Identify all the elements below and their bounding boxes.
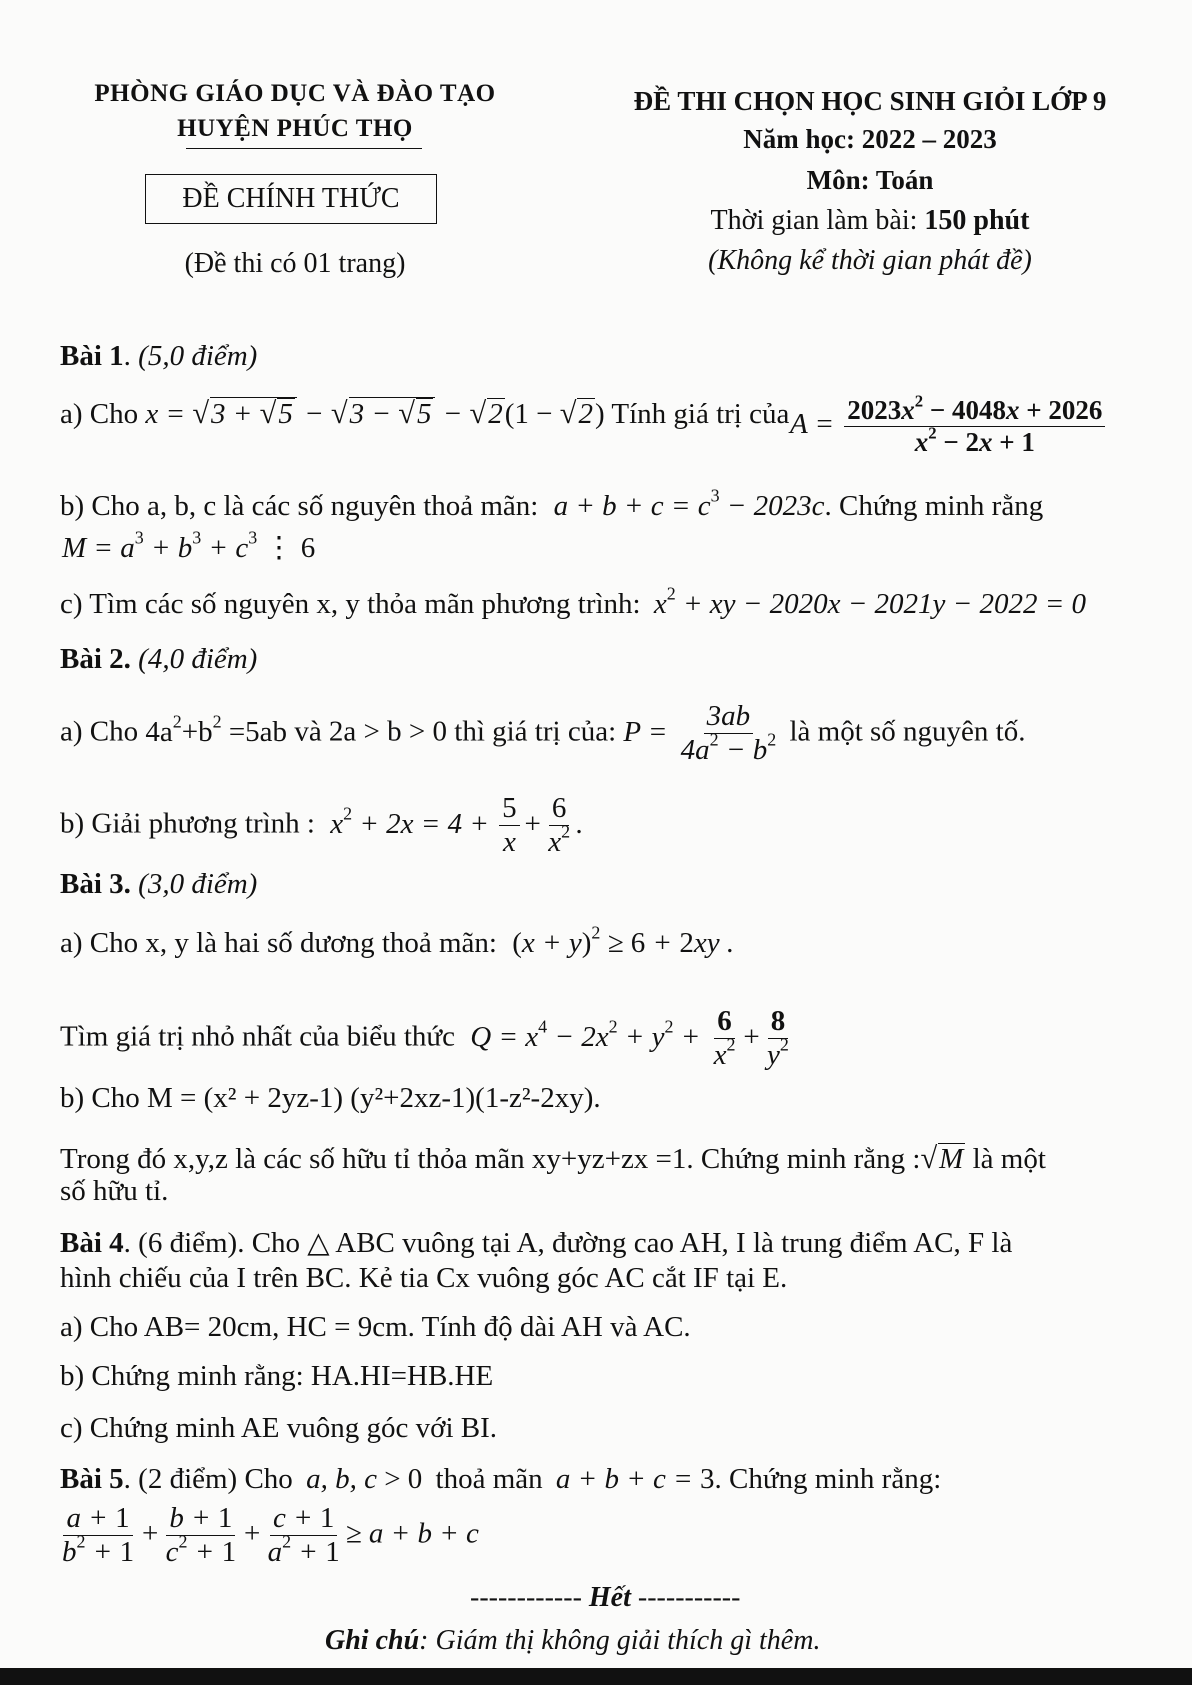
footer-note: Ghi chú: Giám thị không giải thích gì thêm. — [325, 1625, 821, 1656]
bai3-heading: Bài 3. (3,0 điểm) — [60, 868, 258, 900]
bai5-line1: Bài 5. (2 điểm) Cho a, b, c > 0 thoả mãn a + b + c = 3. Chứng minh rằng: — [60, 1463, 942, 1495]
bai2-heading: Bài 2. (4,0 điểm) — [60, 643, 258, 675]
bai3-b3: số hữu tỉ. — [60, 1175, 169, 1207]
bai3-b: b) Cho M = (x² + 2yz-1) (y²+2xz-1)(1-z²-2xy). — [60, 1082, 601, 1114]
bai2-a: a) Cho $4a^2+b^2 =5ab$ và 2a > b > 0 thì giá trị của: P = $\frac{3ab}{4a^2 - b^2}$ là một số nguyên tố. — [60, 700, 1026, 767]
district-name: HUYỆN PHÚC THỌ — [177, 115, 413, 142]
end-marker: ------------ Hết ----------- — [470, 1582, 741, 1613]
bai4-a: a) Cho AB= 20cm, HC = 9cm. Tính độ dài AH và AC. — [60, 1311, 691, 1343]
exam-time: Thời gian làm bài: 150 phút — [710, 205, 1030, 236]
exam-title: ĐỀ THI CHỌN HỌC SINH GIỎI LỚP 9 — [633, 86, 1107, 116]
school-year: Năm học: 2022 – 2023 — [743, 124, 997, 154]
bai2-b: b) Giải phương trình : $x^2 + 2x = 4$ + $\frac{5}{x}$ + $\frac{6}{x^2}$ . — [60, 792, 584, 859]
bai4-c: c) Chứng minh AE vuông góc với BI. — [60, 1412, 498, 1444]
bai3-a: a) Cho x, y là hai số dương thoả mãn: $(x + y)^2 \ge 6 + 2xy$ . — [60, 922, 735, 959]
bai5-inequality: $\frac{a + 1}{b^2 + 1}$ + $\frac{b + 1}{c^2 + 1}$ + $\frac{c + 1}{a^2 + 1}$ ≥ a + b + c — [62, 1502, 479, 1569]
pages-note: (Đề thi có 01 trang) — [184, 248, 406, 279]
bai4-line1: Bài 4. (6 điểm). Cho △ ABC vuông tại A, đường cao AH, I là trung điểm AC, F là — [60, 1227, 1013, 1259]
a-fraction: A = $\frac{2023x^2 - 4048x + 2026}{x^2 - 2x + 1}$ — [790, 395, 1108, 458]
official-exam-box — [145, 174, 437, 224]
bai1-heading: Bài 1. (5,0 điểm) — [60, 340, 258, 372]
bai1-m-expression: $M = a^3 + b^3 + c^3$ ⋮ 6 — [62, 527, 316, 564]
header-underline — [186, 148, 422, 149]
bai1-b: b) Cho a, b, c là các số nguyên thoả mãn: $a + b + c = c^3 - 2023c$. Chứng minh rằng — [60, 485, 1044, 522]
bai3-b2: Trong đó x,y,z là các số hữu tỉ thỏa mãn xy+yz+zx =1. Chứng minh rằng :√M là một — [60, 1141, 1046, 1175]
x-expression: x = √3 + √5 − √3 − √5 − √2(1 − √2) — [145, 396, 605, 430]
scan-bottom-edge — [0, 1668, 1192, 1685]
time-note: (Không kể thời gian phát đề) — [708, 245, 1032, 276]
bai1-a: a) Cho x = √3 + √5 − √3 − √5 − √2(1 − √2) Tính giá trị của — [60, 396, 790, 430]
subject: Môn: Toán — [806, 165, 934, 195]
department-name: PHÒNG GIÁO DỤC VÀ ĐÀO TẠO — [94, 80, 496, 107]
bai4-b: b) Chứng minh rằng: HA.HI=HB.HE — [60, 1360, 494, 1392]
bai1-c: c) Tìm các số nguyên x, y thỏa mãn phương trình: $x^2$ + xy − 2020x − 2021y − 2022 = 0 — [60, 583, 1087, 620]
bai4-line2: hình chiếu của I trên BC. Kẻ tia Cx vuông góc AC cắt IF tại E. — [60, 1262, 788, 1294]
official-label: ĐỀ CHÍNH THỨC — [182, 183, 400, 214]
bai3-a2: Tìm giá trị nhỏ nhất của biểu thức $Q = x^4 - 2x^2 + y^2$ + $\frac{6}{x^2}$ + $\frac{8}{y^2}$ — [60, 1005, 789, 1072]
